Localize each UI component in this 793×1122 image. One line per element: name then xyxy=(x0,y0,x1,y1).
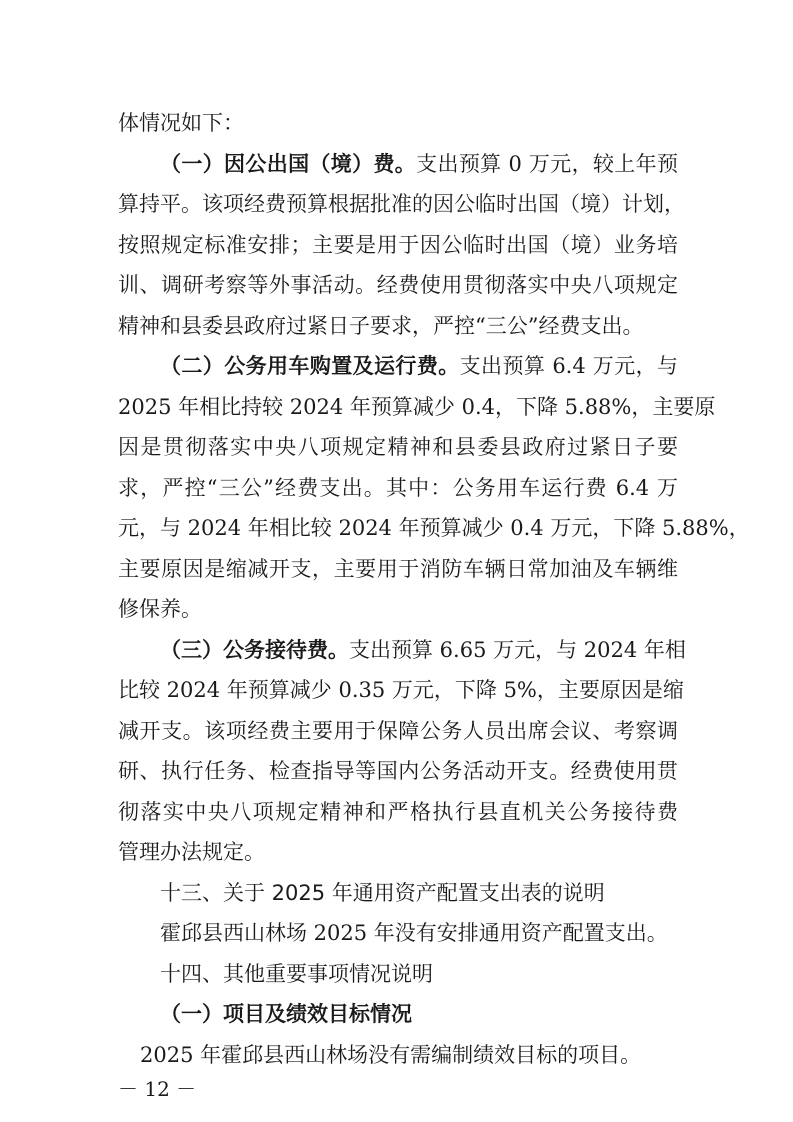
text-run: 训、调研考察等外事活动。经费使用贯彻落实中央八项规定 xyxy=(118,273,678,297)
text-run: 算持平。该项经费预算根据批准的因公临时出国（境）计划， xyxy=(118,192,685,216)
paragraph-line xyxy=(118,711,678,751)
paragraph-line xyxy=(118,751,678,791)
paragraph-line xyxy=(160,913,678,953)
text-run: 2025 年相比持较 2024 年预算减少 0.4，下降 5.88%，主要原 xyxy=(118,394,716,419)
text-run: 精神和县委县政府过紧日子要求，严控“三公”经费支出。 xyxy=(118,313,644,338)
paragraph-line xyxy=(118,103,678,143)
bold-run: （一）项目及绩效目标情况 xyxy=(160,1002,412,1026)
section-heading xyxy=(160,873,678,913)
text-run: 彻落实中央八项规定精神和严格执行县直机关公务接待费 xyxy=(118,799,678,824)
text-run: 支出预算 6.4 万元，与 xyxy=(459,354,679,378)
text-run: 霍邱县西山林场 2025 年没有安排通用资产配置支出。 xyxy=(160,921,668,945)
paragraph-line xyxy=(118,265,678,305)
paragraph-line xyxy=(118,508,750,548)
bold-run: （一）因公出国（境）费。 xyxy=(160,151,417,176)
text-run: 体情况如下： xyxy=(118,111,244,135)
paragraph-line xyxy=(118,832,678,872)
paragraph-line xyxy=(118,184,685,224)
paragraph-line xyxy=(118,792,678,832)
paragraph-line xyxy=(118,549,678,589)
page-number: － 12 － xyxy=(118,1077,197,1101)
paragraph-line xyxy=(160,346,678,386)
paragraph-line xyxy=(118,387,716,427)
text-run: 元，与 2024 年相比较 2024 年预算减少 0.4 万元，下降 5.88%， xyxy=(118,516,750,540)
text-run: 比较 2024 年预算减少 0.35 万元，下降 5%，主要原因是缩 xyxy=(118,678,684,702)
text-run: 主要原因是缩减开支，主要用于消防车辆日常加油及车辆维 xyxy=(118,556,678,581)
paragraph-line xyxy=(160,144,678,184)
bold-run: （二）公务用车购置及运行费。 xyxy=(160,354,460,378)
text-run: 修保养。 xyxy=(118,597,202,621)
paragraph-line xyxy=(118,589,678,629)
text-run: 研、执行任务、检查指导等国内公务活动开支。经费使用贯 xyxy=(118,759,678,783)
text-run: 因是贯彻落实中央八项规定精神和县委县政府过紧日子要 xyxy=(118,435,678,459)
paragraph-line xyxy=(118,225,678,265)
bold-run: （三）公务接待费。 xyxy=(160,637,349,662)
text-run: 减开支。该项经费主要用于保障公务人员出席会议、考察调 xyxy=(118,718,678,743)
text-run: 求，严控“三公”经费支出。其中：公务用车运行费 6.4 万 xyxy=(118,475,678,500)
paragraph-line xyxy=(118,427,678,467)
paragraph-line xyxy=(140,1035,678,1075)
text-run: 支出预算 6.65 万元，与 2024 年相 xyxy=(349,637,686,662)
text-run: 按照规定标准安排；主要是用于因公临时出国（境）业务培 xyxy=(118,232,678,257)
paragraph-line xyxy=(118,306,678,346)
heading-text: 十四、其他重要事项情况说明 xyxy=(160,961,433,986)
heading-text: 十三、关于 2025 年通用资产配置支出表的说明 xyxy=(160,880,605,905)
paragraph-line xyxy=(118,670,684,710)
paragraph-line xyxy=(118,468,678,508)
text-run: 支出预算 0 万元，较上年预 xyxy=(416,151,678,176)
paragraph-line xyxy=(160,630,686,670)
text-run: 2025 年霍邱县西山林场没有需编制绩效目标的项目。 xyxy=(140,1042,642,1067)
section-heading xyxy=(160,954,678,994)
paragraph-line xyxy=(160,994,678,1034)
text-run: 管理办法规定。 xyxy=(118,840,265,864)
